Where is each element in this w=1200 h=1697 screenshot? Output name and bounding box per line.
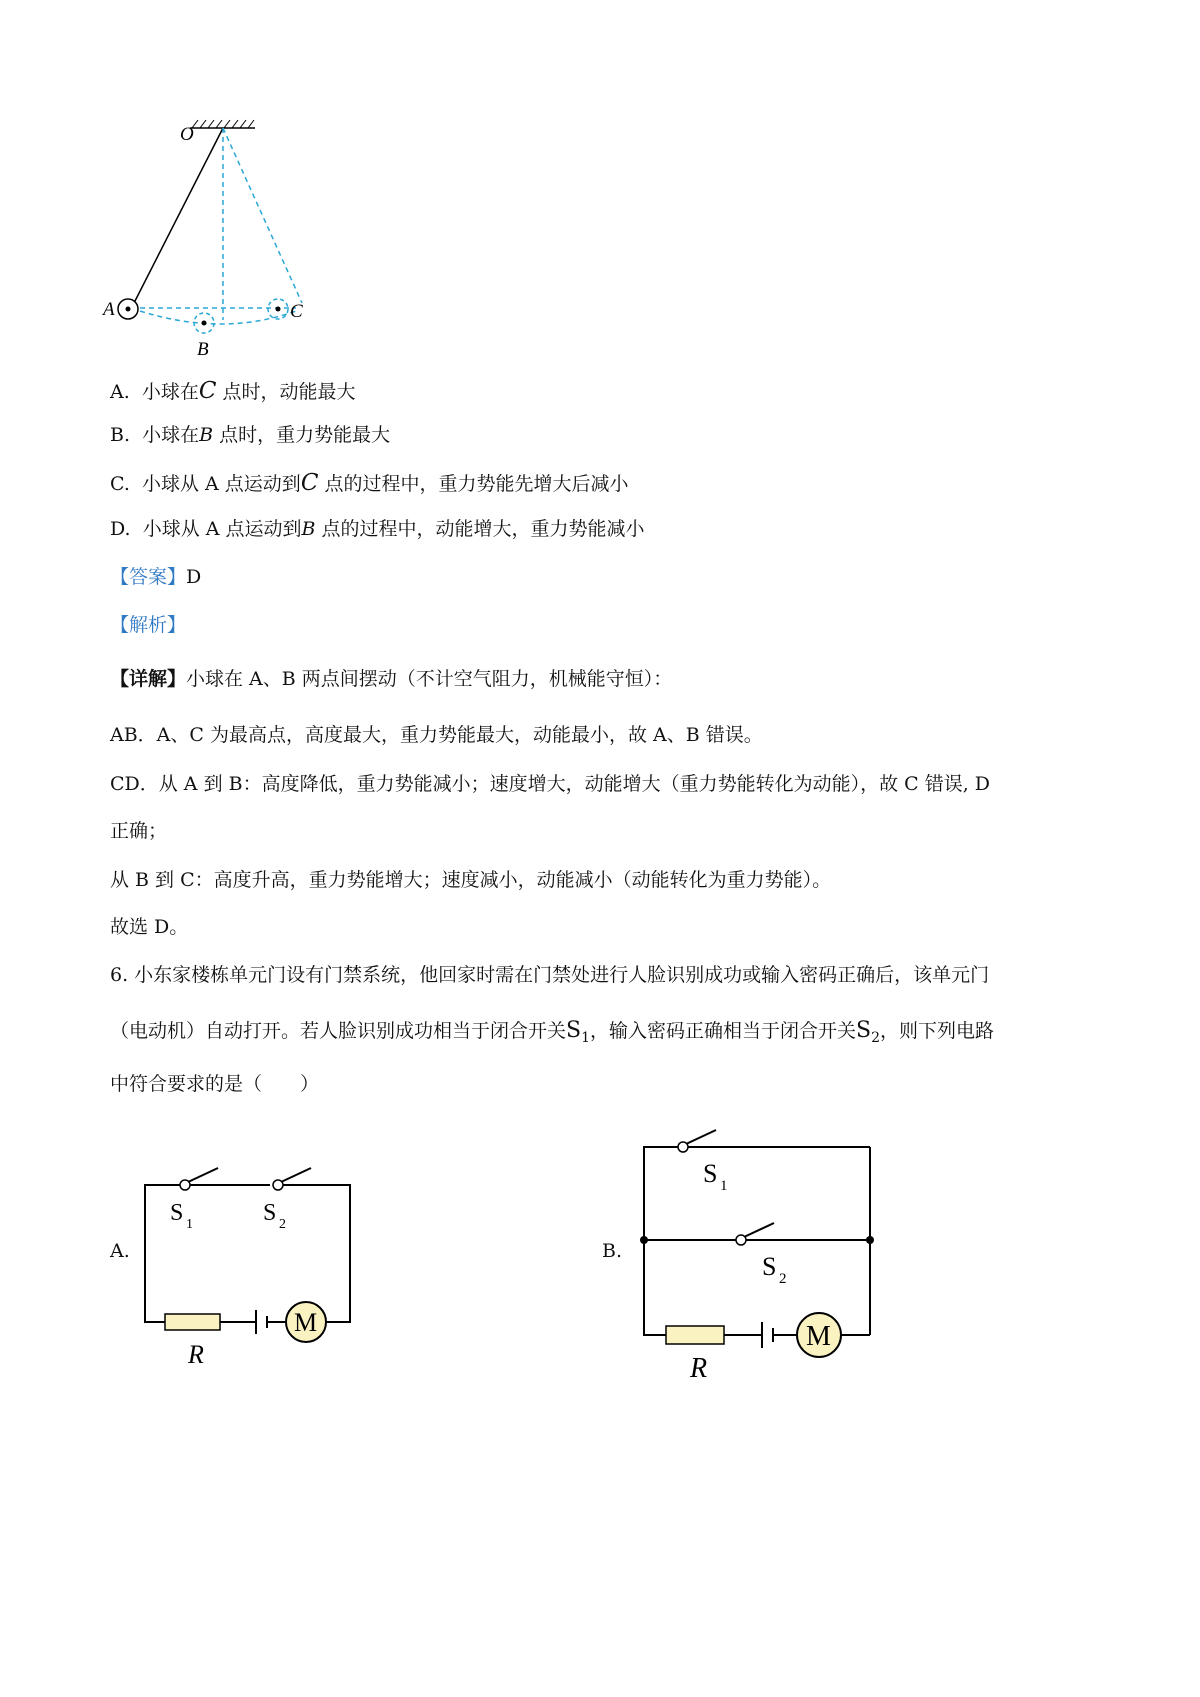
q5-option-a: A. 小球在C 点时，动能最大 bbox=[110, 378, 356, 404]
label-c: C bbox=[290, 301, 303, 322]
circuit-a-s2-label: S bbox=[263, 1200, 277, 1226]
circuit-b-s2-contact bbox=[736, 1235, 746, 1245]
detail-bc: 从 B 到 C：高度升高，重力势能增大；速度减小，动能减小（动能转化为重力势能）。 bbox=[110, 869, 832, 891]
circuit-a-motor-label: M bbox=[294, 1308, 318, 1337]
analysis-tag: 【解析】 bbox=[110, 614, 187, 636]
circuit-b-resistor-label: R bbox=[690, 1353, 708, 1384]
circuit-a-s1-blade bbox=[188, 1168, 218, 1182]
circuit-b-s1-label: S bbox=[703, 1159, 718, 1188]
label-a: A bbox=[103, 299, 115, 320]
circuit-a-wire-right bbox=[283, 1185, 350, 1322]
detail-ab: AB．A、C 为最高点，高度最大，重力势能最大，动能最小，故 A、B 错误。 bbox=[110, 724, 763, 746]
circuit-a bbox=[130, 1130, 360, 1370]
q5-option-b: B. 小球在B 点时，重力势能最大 bbox=[110, 424, 391, 446]
circuit-b bbox=[630, 1115, 890, 1385]
string bbox=[134, 128, 223, 303]
circuit-b-s2-sub: 2 bbox=[779, 1271, 787, 1287]
detail-intro: 【详解】小球在 A、B 两点间摆动（不计空气阻力，机械能守恒）： bbox=[110, 668, 673, 690]
circuit-a-s2-contact bbox=[273, 1180, 283, 1190]
circuit-a-option-label: A. bbox=[110, 1240, 130, 1262]
label-b: B bbox=[197, 339, 209, 360]
pendulum-figure bbox=[100, 115, 360, 365]
q5-option-c: C. 小球从 A 点运动到C 点的过程中，重力势能先增大后减小 bbox=[110, 470, 629, 496]
circuit-a-s1-label: S bbox=[170, 1200, 184, 1226]
detail-cd-1: CD．从 A 到 B：高度降低，重力势能减小；速度增大，动能增大（重力势能转化为动能），故 C 错误, D bbox=[110, 773, 991, 795]
circuit-b-s1-blade bbox=[686, 1130, 716, 1144]
circuit-b-motor-label: M bbox=[806, 1321, 831, 1352]
q6-line-3: 中符合要求的是（ ） bbox=[110, 1073, 320, 1095]
circuit-a-s2-blade bbox=[281, 1168, 311, 1182]
circuit-b-s2-blade bbox=[744, 1223, 774, 1237]
answer-tag: 【答案】 bbox=[110, 566, 187, 588]
circuit-a-s2-sub: 2 bbox=[279, 1217, 286, 1232]
circuit-b-s1-contact bbox=[678, 1142, 688, 1152]
ball-a-center bbox=[126, 307, 131, 312]
detail-tag: 【详解】 bbox=[110, 668, 187, 690]
circuit-b-resistor bbox=[666, 1326, 724, 1344]
q5-option-d: D. 小球从 A 点运动到B 点的过程中，动能增大，重力势能减小 bbox=[110, 518, 645, 540]
answer-value: D bbox=[186, 566, 202, 588]
circuit-b-s1-sub: 1 bbox=[720, 1178, 728, 1194]
answer-line bbox=[110, 566, 201, 589]
circuit-b-junction-left bbox=[640, 1236, 648, 1244]
ball-b-center bbox=[202, 321, 207, 326]
ball-c-center bbox=[276, 307, 281, 312]
ceiling-hatch bbox=[192, 120, 254, 128]
circuit-b-junction-right bbox=[866, 1236, 874, 1244]
q6-line-1: 6. 小东家楼栋单元门设有门禁系统，他回家时需在门禁处进行人脸识别成功或输入密码正确后，该单元门 bbox=[110, 964, 990, 986]
circuit-a-s1-contact bbox=[180, 1180, 190, 1190]
label-o: O bbox=[180, 124, 194, 145]
circuit-b-option-label: B. bbox=[602, 1240, 623, 1262]
detail-cd-2: 正确； bbox=[110, 820, 168, 842]
circuit-a-resistor-label: R bbox=[188, 1340, 204, 1369]
analysis-line bbox=[110, 614, 186, 637]
detail-choice: 故选 D。 bbox=[110, 916, 189, 938]
circuit-b-s2-label: S bbox=[762, 1252, 777, 1281]
q6-line-2: （电动机）自动打开。若人脸识别成功相当于闭合开关$S_1$，输入密码正确相当于闭合开关$S_2$，则下列电路 bbox=[110, 1018, 995, 1046]
circuit-a-s1-sub: 1 bbox=[186, 1217, 193, 1232]
dashed-right-string bbox=[223, 128, 302, 303]
circuit-a-resistor bbox=[165, 1314, 220, 1330]
